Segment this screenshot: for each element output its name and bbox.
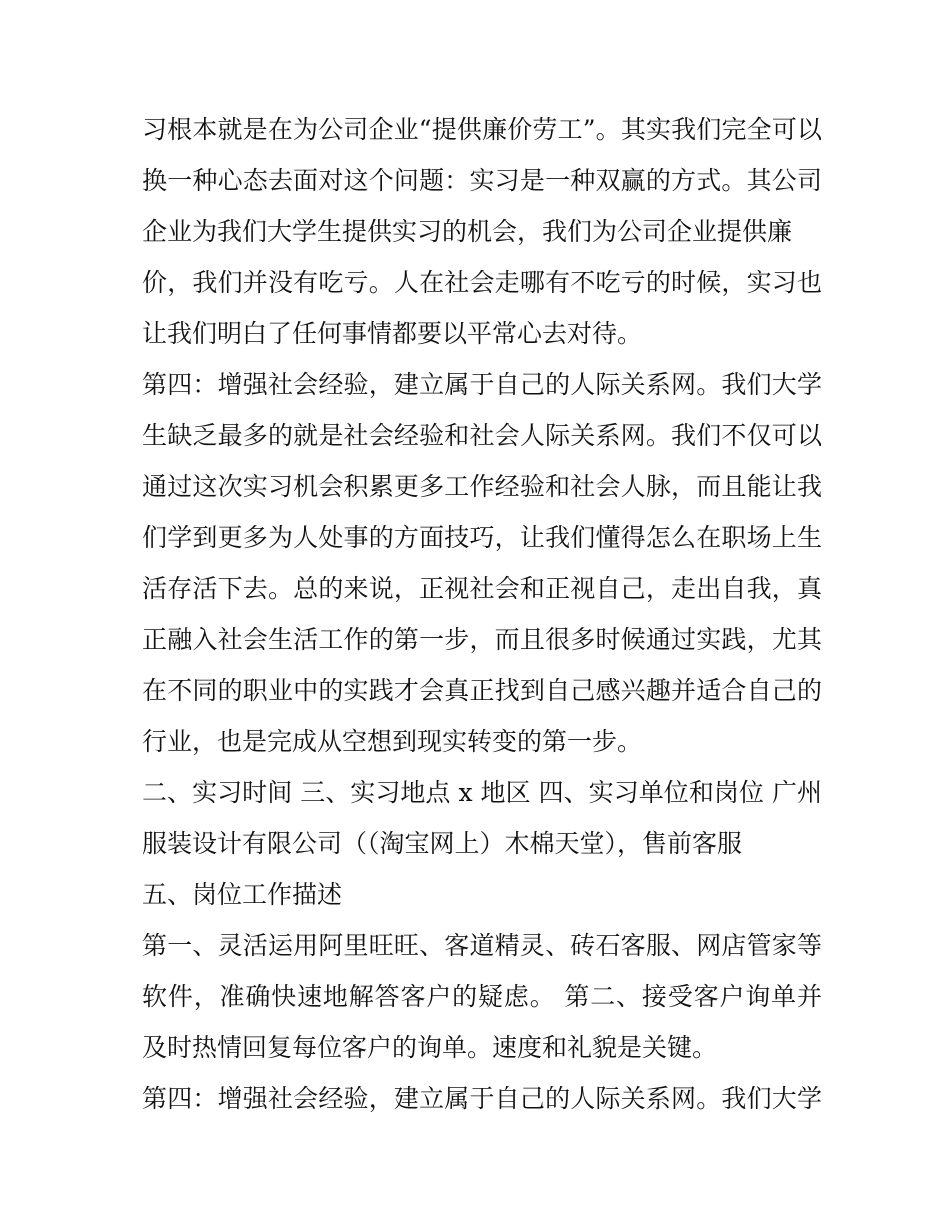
text-line-1: 习根本就是在为公司企业“提供廉价劳工”。其实我们完全可以 <box>142 115 822 144</box>
text-line-7: 生缺乏最多的就是社会经验和社会人际关系网。我们不仅可以 <box>142 421 822 450</box>
text-line-17: 第一、灵活运用阿里旺旺、客道精灵、砖石客服、网店管家等 <box>142 931 822 960</box>
text-line-19: 及时热情回复每位客户的询单。速度和礼貌是关键。 <box>142 1033 718 1062</box>
text-line-10: 活存活下去。总的来说，正视社会和正视自己，走出自我，真 <box>142 574 822 603</box>
text-line-4: 价，我们并没有吃亏。人在社会走哪有不吃亏的时候，实习也 <box>142 268 822 297</box>
text-line-12: 在不同的职业中的实践才会真正找到自己感兴趣并适合自己的 <box>142 676 822 705</box>
text-line-13: 行业，也是完成从空想到现实转变的第一步。 <box>142 727 643 756</box>
text-line-14: 二、实习时间 三、实习地点 x 地区 四、实习单位和岗位 广州 <box>142 778 822 807</box>
text-line-6: 第四：增强社会经验，建立属于自己的人际关系网。我们大学 <box>142 370 822 399</box>
text-line-3: 企业为我们大学生提供实习的机会，我们为公司企业提供廉 <box>142 217 793 246</box>
text-line-9: 们学到更多为人处事的方面技巧，让我们懂得怎么在职场上生 <box>142 523 822 552</box>
text-line-20: 第四：增强社会经验，建立属于自己的人际关系网。我们大学 <box>142 1084 822 1113</box>
text-line-15: 服装设计有限公司（（淘宝网上）木棉天堂），售前客服 <box>142 829 743 858</box>
text-line-16: 五、岗位工作描述 <box>142 880 343 909</box>
text-line-8: 通过这次实习机会积累更多工作经验和社会人脉，而且能让我 <box>142 472 822 501</box>
text-line-18: 软件，准确快速地解答客户的疑虑。 第二、接受客户询单并 <box>142 982 822 1011</box>
text-line-11: 正融入社会生活工作的第一步，而且很多时候通过实践，尤其 <box>142 625 822 654</box>
text-line-2: 换一种心态去面对这个问题：实习是一种双赢的方式。其公司 <box>142 166 822 195</box>
text-line-5: 让我们明白了任何事情都要以平常心去对待。 <box>142 319 643 348</box>
